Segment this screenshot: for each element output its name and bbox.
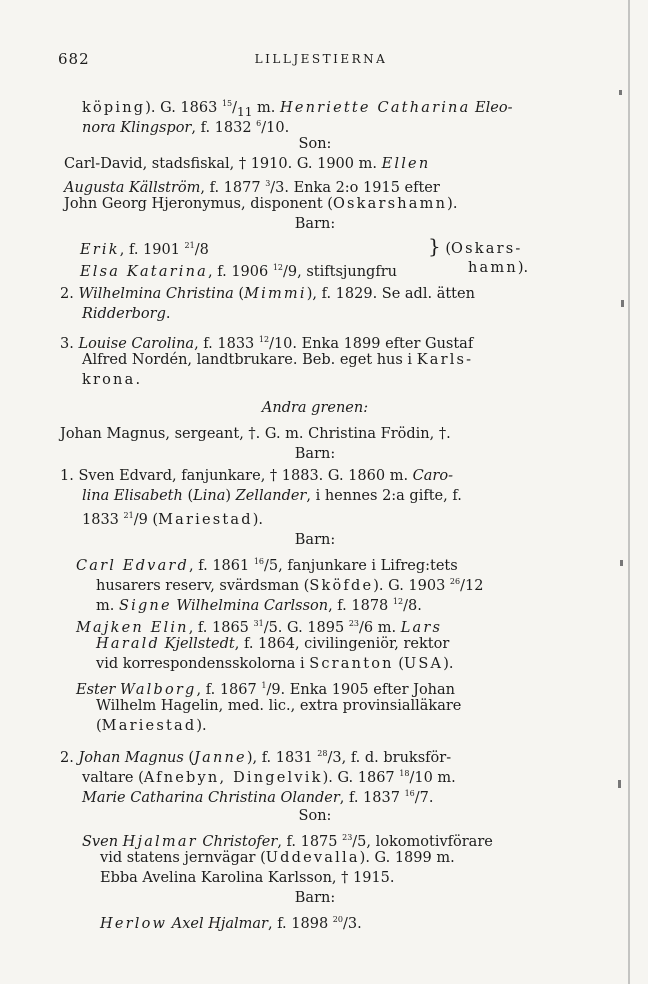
text-line: hamn). <box>468 260 529 276</box>
text-line: 2. Wilhelmina Christina (Mimmi), f. 1829. Se adl. ätten <box>60 286 475 302</box>
text-line: Erik, f. 1901 $^{21}$/8 <box>80 241 209 258</box>
section-heading-barn: Barn: <box>294 216 336 232</box>
text-line: vid statens jernvägar (Uddevalla). G. 1899 m. <box>100 850 455 866</box>
text-line: Johan Magnus, sergeant, †. G. m. Christina Frödin, †. <box>60 426 451 442</box>
text-line: köping). G. 1863 $^{15}/_{11}$ m. Henriette Catharina Eleo- <box>82 99 513 119</box>
print-speck <box>618 780 621 788</box>
text-line: Ridderborg. <box>82 306 171 322</box>
section-heading-son: Son: <box>298 808 332 824</box>
print-speck <box>621 300 624 307</box>
text-line: Harald Kjellstedt, f. 1864, civilingeniör, rektor <box>96 636 450 652</box>
text-line: Elsa Katarina, f. 1906 $^{12}$/9, stiftsjungfru <box>80 263 397 280</box>
text-line: Marie Catharina Christina Olander, f. 1837 $^{16}$/7. <box>82 789 434 806</box>
text-line: Carl Edvard, f. 1861 $^{16}$/5, fanjunkare i Lifreg:tets <box>76 557 458 574</box>
text-line: lina Elisabeth (Lina) Zellander, i hennes 2:a gifte, f. <box>82 488 462 504</box>
text-line: (Mariestad). <box>96 718 207 734</box>
text-line: Augusta Källström, f. 1877 $^3$/3. Enka 2:o 1915 efter <box>64 179 440 196</box>
section-heading-son: Son: <box>298 136 332 152</box>
text-line: nora Klingspor, f. 1832 $^6$/10. <box>82 119 290 136</box>
print-speck <box>620 560 623 566</box>
text-line: Sven Hjalmar Christofer, f. 1875 $^{23}$/5, lokomotivförare <box>82 833 493 850</box>
section-heading-barn: Barn: <box>294 446 336 462</box>
text-line: vid korrespondensskolorna i Scranton (USA). <box>96 656 454 672</box>
running-title: LILLJESTIERNA <box>254 52 388 66</box>
text-line: 1. Sven Edvard, fanjunkare, † 1883. G. 1860 m. Caro- <box>60 468 453 484</box>
text-line: Ebba Avelina Karolina Karlsson, † 1915. <box>100 870 395 886</box>
section-heading-andra-grenen: Andra grenen: <box>261 400 369 416</box>
text-line: Alfred Nordén, landtbrukare. Beb. eget hus i Karls- <box>82 352 474 368</box>
text-line: krona. <box>82 372 141 388</box>
section-heading-barn: Barn: <box>294 532 336 548</box>
text-line: Wilhelm Hagelin, med. lic., extra provinsialläkare <box>96 698 462 714</box>
print-speck <box>619 90 622 95</box>
text-line: husarers reserv, svärdsman (Sköfde). G. 1903 $^{26}$/12 <box>96 577 484 594</box>
text-line: 3. Louise Carolina, f. 1833 $^{12}$/10. Enka 1899 efter Gustaf <box>60 335 474 352</box>
text-line: valtare (Afnebyn, Dingelvik). G. 1867 $^{18}$/10 m. <box>82 769 456 786</box>
page-edge-shadow <box>628 0 630 984</box>
text-line: 1833 $^{21}$/9 (Mariestad). <box>82 511 264 528</box>
text-line: m. Signe Wilhelmina Carlsson, f. 1878 $^{12}$/8. <box>96 597 422 614</box>
text-line: Ester Walborg, f. 1867 $^1$/9. Enka 1905 efter Johan <box>76 681 456 698</box>
text-line: Majken Elin, f. 1865 $^{31}$/5. G. 1895 $^{23}$/6 m. Lars <box>76 619 443 636</box>
text-line: 2. Johan Magnus (Janne), f. 1831 $^{28}$/3, f. d. bruksför- <box>60 749 452 766</box>
text-line: John Georg Hjeronymus, disponent (Oskarshamn). <box>64 196 458 212</box>
text-line: } (Oskars- <box>428 234 523 258</box>
text-line: Herlow Axel Hjalmar, f. 1898 $^{20}$/3. <box>100 915 362 932</box>
page-number: 682 <box>58 50 90 68</box>
section-heading-barn: Barn: <box>294 890 336 906</box>
text-line: Carl-David, stadsfiskal, † 1910. G. 1900 m. Ellen <box>64 156 431 172</box>
page-header <box>58 50 584 72</box>
